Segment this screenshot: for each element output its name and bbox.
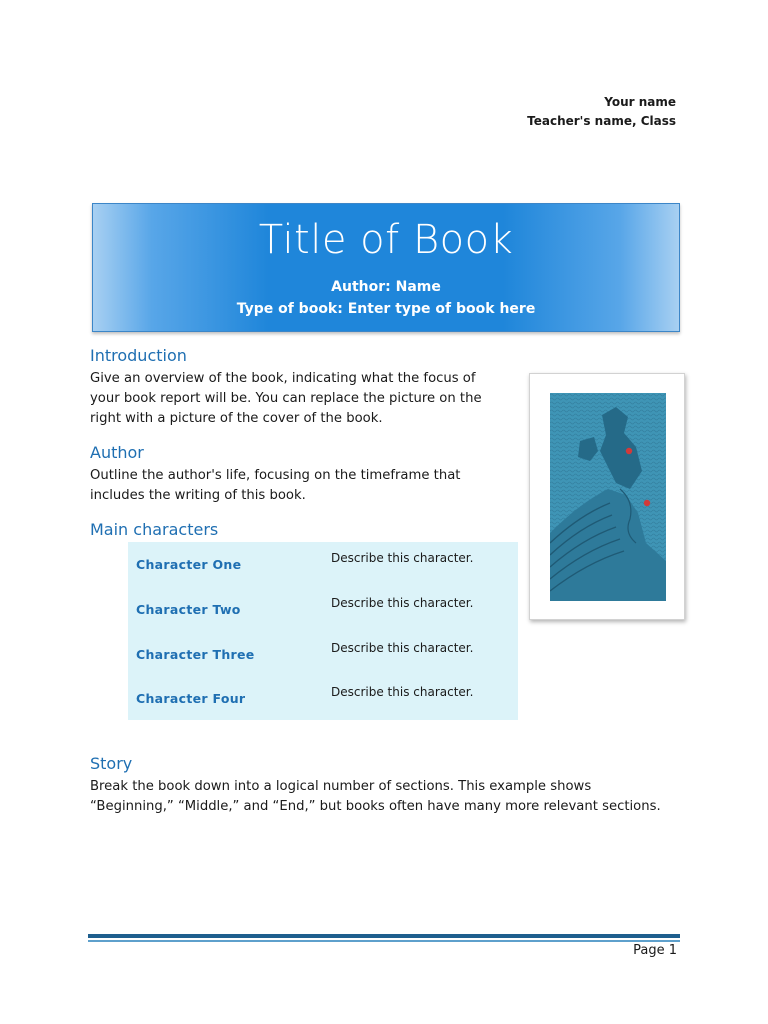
character-name: Character One [136, 557, 242, 572]
page-number: Page 1 [633, 943, 677, 958]
table-row [128, 685, 518, 711]
characters-table [128, 542, 518, 720]
character-name: Character Four [136, 691, 246, 706]
map-icon [550, 393, 666, 601]
table-row [128, 596, 518, 622]
author-text [90, 466, 460, 506]
footer-divider [88, 934, 680, 942]
teacher-class: Teacher's name, Class [527, 114, 676, 128]
story-heading: Story [90, 754, 133, 773]
text-line: Outline the author's life, focusing on the timeframe that [90, 468, 461, 483]
table-row [128, 551, 518, 577]
text-line: Break the book down into a logical number of sections. This example shows [90, 779, 592, 794]
introduction-text [90, 369, 482, 429]
text-line: right with a picture of the cover of the book. [90, 411, 383, 426]
title-banner [92, 203, 680, 332]
text-line: “Beginning,” “Middle,” and “End,” but books often have many more relevant sections. [90, 799, 661, 814]
student-name: Your name [604, 95, 676, 109]
character-description: Describe this character. [331, 685, 474, 699]
introduction-heading: Introduction [90, 346, 187, 365]
header-info [527, 93, 676, 131]
story-text [90, 777, 661, 817]
book-cover-image [529, 373, 685, 620]
book-type: Type of book: Enter type of book here [236, 301, 536, 317]
book-title: Title of Book [258, 217, 514, 263]
book-author: Author: Name [331, 279, 441, 295]
author-heading: Author [90, 443, 144, 462]
character-name: Character Two [136, 602, 241, 617]
character-description: Describe this character. [331, 596, 474, 610]
text-line: includes the writing of this book. [90, 488, 306, 503]
text-line: your book report will be. You can replace the picture on the [90, 391, 482, 406]
character-description: Describe this character. [331, 551, 474, 565]
main-characters-heading: Main characters [90, 520, 219, 539]
text-line: Give an overview of the book, indicating what the focus of [90, 371, 476, 386]
table-row [128, 641, 518, 667]
character-description: Describe this character. [331, 641, 474, 655]
character-name: Character Three [136, 647, 255, 662]
